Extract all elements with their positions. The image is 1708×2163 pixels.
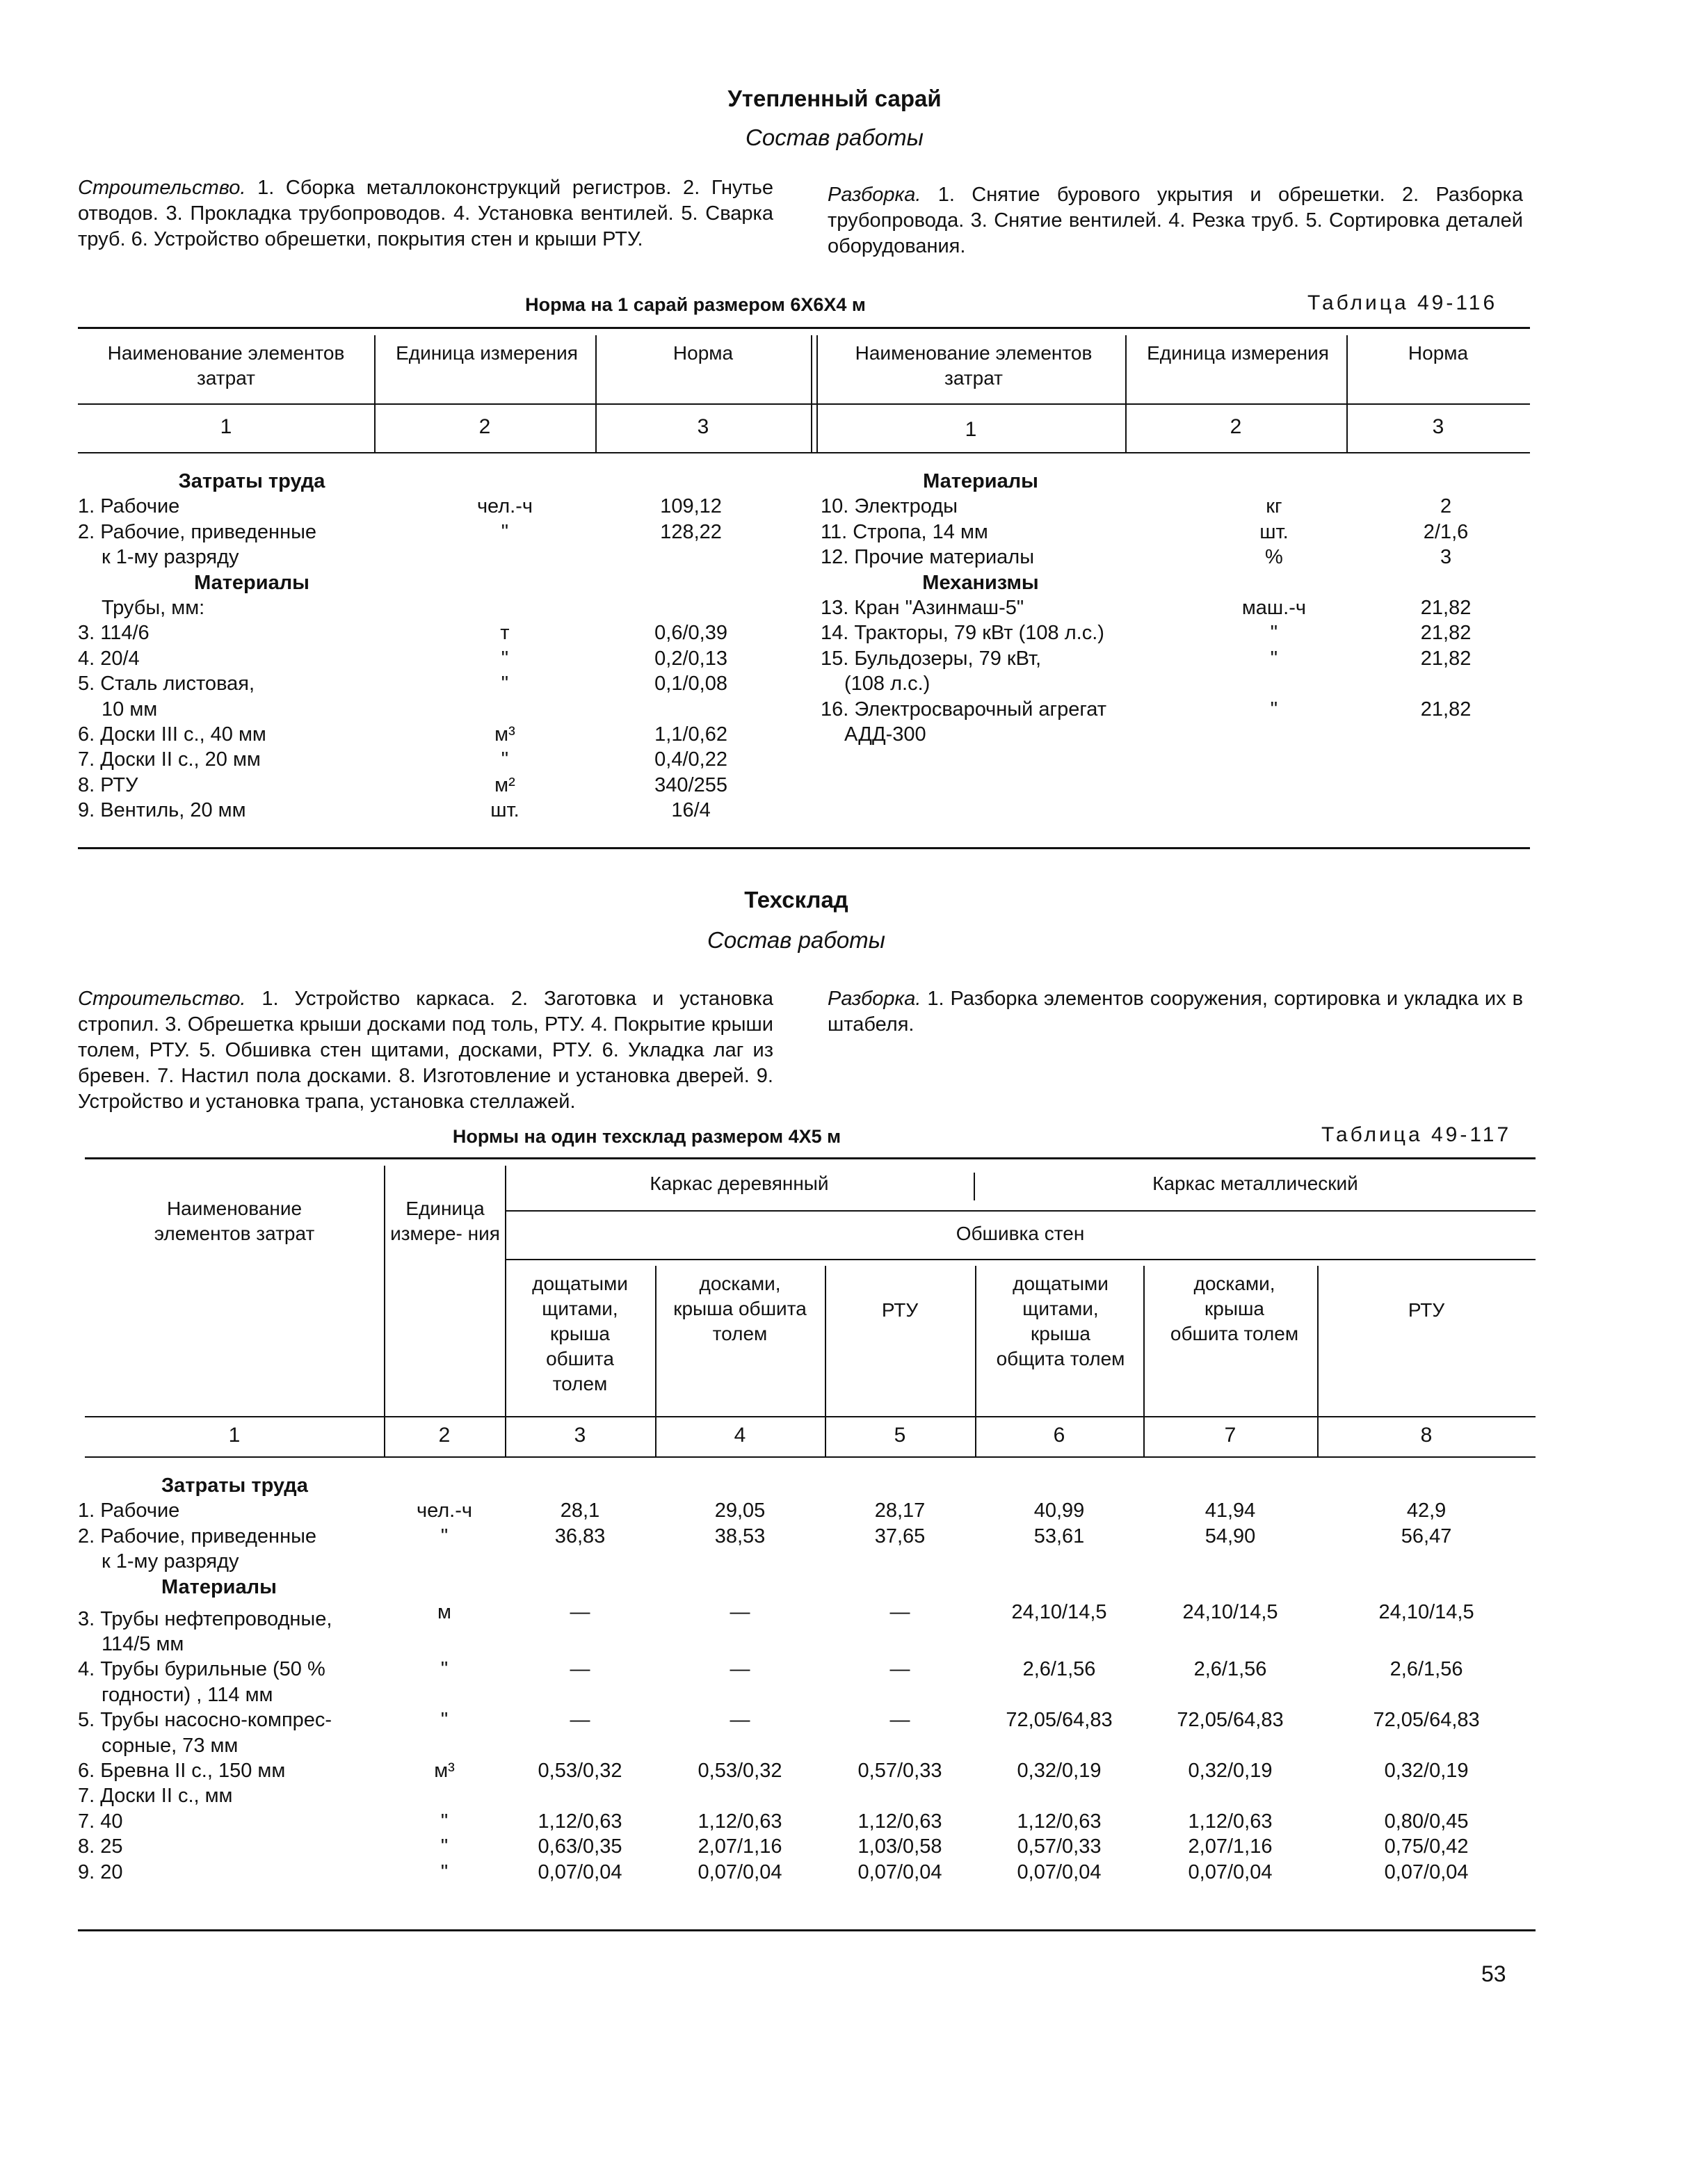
table-117-caption: Нормы на один техсклад размером 4X5 м	[452, 1126, 841, 1147]
t117-sub-1: дощатыми щитами, крыша обшита толем	[532, 1273, 628, 1394]
row-value: 0,57/0,33	[857, 1760, 942, 1783]
row-value: 109,12	[660, 495, 722, 518]
row-name: 10 мм	[102, 698, 158, 721]
section1-construction-paragraph	[78, 175, 773, 252]
table-116-caption: Норма на 1 сарай размером 6X6X4 м	[525, 294, 866, 315]
row-unit: %	[1265, 546, 1283, 569]
t116-left-rows	[78, 469, 815, 823]
row-value	[1143, 1733, 1317, 1758]
row-value: 2,6/1,56	[1389, 1658, 1463, 1681]
table-row	[821, 469, 1530, 494]
row-value	[567, 697, 815, 722]
row-value: 0,75/0,42	[1384, 1835, 1469, 1858]
row-value: 56,47	[1401, 1525, 1452, 1547]
t117-colnum-3: 3	[574, 1424, 586, 1447]
row-name: 12. Прочие материалы	[821, 546, 1035, 569]
row-value: 0,53/0,32	[538, 1760, 622, 1783]
table-117-bottom-rule	[78, 1929, 1536, 1931]
dismantle-text-2: 1. Разборка элементов сооружения, сортировка и укладка их в штабеля.	[828, 988, 1523, 1036]
row-value: 0,07/0,04	[857, 1860, 942, 1883]
table-row	[78, 545, 815, 570]
table-row	[78, 1682, 1536, 1707]
table-row	[821, 671, 1530, 696]
row-unit: чел.-ч	[476, 495, 533, 518]
section-heading: Затраты труда	[161, 1474, 308, 1497]
section2-construction-paragraph	[78, 986, 773, 1113]
table-row	[78, 520, 815, 545]
table-row	[821, 620, 1530, 645]
t116-colnum-2: 2	[478, 415, 491, 438]
row-value: 1,12/0,63	[538, 1810, 622, 1833]
row-value: 54,90	[1205, 1525, 1256, 1547]
row-name: сорные, 73 мм	[102, 1734, 239, 1757]
table-117-top-rule	[85, 1157, 1536, 1159]
row-value: —	[889, 1709, 910, 1732]
t117-header-cladding: Обшивка стен	[956, 1223, 1085, 1244]
table-row	[78, 1657, 1536, 1682]
row-value: 0,32/0,19	[1384, 1760, 1469, 1783]
row-value: 2	[1440, 495, 1452, 518]
row-value: 0,63/0,35	[538, 1835, 622, 1858]
row-value: 2/1,6	[1423, 520, 1469, 543]
row-value: 0,07/0,04	[1017, 1860, 1102, 1883]
row-name: 9. 20	[78, 1860, 123, 1883]
construction-text: 1. Сборка металлоконструкций регистров. 2. Гнутье отводов. 3. Прокладка трубопроводов. 4. Установка вентилей. 5. Сварка труб. 6. Устройство обрешетки, покрытия стен и крыши РТУ.	[78, 177, 773, 250]
section-heading: Материалы	[923, 470, 1038, 492]
row-value: 0,1/0,08	[654, 673, 727, 695]
row-value	[655, 1682, 825, 1707]
row-unit	[443, 545, 567, 570]
row-unit: "	[440, 1835, 449, 1858]
construction-lead-2: Строительство.	[78, 988, 246, 1010]
row-value: 0,07/0,04	[1384, 1860, 1469, 1883]
row-unit	[384, 1632, 505, 1657]
row-value	[655, 1632, 825, 1657]
section2-subtitle: Состав работы	[707, 927, 885, 953]
t117-sub-4: дощатыми щитами, крыша общита толем	[996, 1273, 1125, 1369]
table-row	[78, 798, 815, 823]
t116-header-name-left: Наименование элементов затрат	[107, 342, 345, 389]
row-name: 3. Трубы нефтепроводные,	[78, 1607, 332, 1630]
row-unit: "	[440, 1810, 449, 1833]
table-row	[78, 570, 815, 595]
row-value: 0,32/0,19	[1188, 1760, 1273, 1783]
t117-header-metal: Каркас металлический	[1152, 1173, 1358, 1194]
table-row	[78, 469, 815, 494]
row-value: 0,6/0,39	[654, 622, 727, 645]
row-unit	[384, 1549, 505, 1574]
row-name: 7. Доски II с., 20 мм	[78, 748, 261, 771]
t117-sub-6: РТУ	[1408, 1299, 1445, 1321]
row-value: 42,9	[1406, 1499, 1447, 1522]
row-unit	[1186, 671, 1362, 696]
row-value: —	[570, 1709, 590, 1732]
row-value: 21,82	[1420, 698, 1472, 721]
row-name: 8. 25	[78, 1835, 123, 1858]
row-value	[567, 595, 815, 620]
t116-colnum-3-right: 3	[1432, 415, 1444, 438]
row-value: —	[730, 1709, 750, 1732]
row-name: 10. Электроды	[821, 495, 958, 518]
row-unit: "	[440, 1658, 449, 1681]
table-row	[821, 722, 1530, 747]
row-value: —	[889, 1658, 910, 1681]
table-row	[78, 1758, 1536, 1783]
t116-right-rows	[821, 469, 1530, 747]
t117-colnum-8: 8	[1420, 1424, 1433, 1447]
row-value	[1317, 1783, 1536, 1808]
row-value: 2,07/1,16	[698, 1835, 782, 1858]
row-unit: т	[500, 622, 510, 645]
row-unit: чел.-ч	[416, 1499, 473, 1522]
row-value	[825, 1682, 975, 1707]
table-row	[78, 1575, 1536, 1600]
table-row	[78, 620, 815, 645]
row-value: 72,05/64,83	[1373, 1709, 1480, 1732]
dismantle-lead: Разборка.	[828, 184, 921, 206]
row-value: 24,10/14,5	[1378, 1601, 1474, 1624]
row-value	[1317, 1733, 1536, 1758]
row-value: 28,1	[560, 1499, 600, 1522]
row-unit: "	[501, 673, 509, 695]
row-unit: "	[440, 1709, 449, 1732]
table-row	[78, 1733, 1536, 1758]
row-unit: маш.-ч	[1241, 597, 1306, 620]
table-116-number: Таблица 49-116	[1307, 291, 1498, 314]
table-row	[78, 646, 815, 671]
row-value: 0,07/0,04	[698, 1860, 782, 1883]
row-value	[655, 1733, 825, 1758]
row-unit: "	[440, 1525, 449, 1547]
row-name: к 1-му разряду	[102, 1550, 239, 1573]
t117-colnum-4: 4	[734, 1424, 746, 1447]
row-value: 24,10/14,5	[1182, 1601, 1278, 1624]
t116-header-unit-left: Единица измерения	[396, 342, 578, 364]
row-value: 1,03/0,58	[857, 1835, 942, 1858]
section2-title: Техсклад	[744, 887, 848, 912]
t116-colnum-2-right: 2	[1230, 415, 1242, 438]
row-value: 40,99	[1033, 1499, 1085, 1522]
row-name: 8. РТУ	[78, 773, 138, 796]
row-value	[505, 1549, 655, 1574]
section1-title: Утепленный сарай	[727, 86, 942, 111]
row-name: 15. Бульдозеры, 79 кВт,	[821, 647, 1042, 670]
table-row	[78, 1632, 1536, 1657]
row-name: 1. Рабочие	[78, 1499, 180, 1522]
section-heading: Материалы	[161, 1575, 277, 1598]
t117-sub-3: РТУ	[881, 1299, 919, 1321]
t116-header-name-right: Наименование элементов затрат	[855, 342, 1093, 389]
row-value: 0,32/0,19	[1017, 1760, 1102, 1783]
row-value	[1317, 1682, 1536, 1707]
row-value: 38,53	[714, 1525, 766, 1547]
t117-header-wood: Каркас деревянный	[650, 1173, 829, 1194]
row-value	[1143, 1783, 1317, 1808]
page-number: 53	[1481, 1961, 1506, 1986]
row-name: 114/5 мм	[102, 1633, 184, 1656]
row-value: 128,22	[660, 520, 722, 543]
table-row	[821, 595, 1530, 620]
row-value: 21,82	[1420, 647, 1472, 670]
table-row	[821, 520, 1530, 545]
row-value: 0,07/0,04	[538, 1860, 622, 1883]
t116-colnum-3: 3	[697, 415, 709, 438]
row-value	[975, 1632, 1143, 1657]
row-value	[825, 1733, 975, 1758]
t117-sub-2: досками, крыша обшита толем	[673, 1273, 807, 1344]
row-name: 2. Рабочие, приведенные	[78, 1525, 317, 1547]
table-row	[78, 494, 815, 519]
row-unit: шт.	[1259, 520, 1289, 543]
row-name: 6. Доски III с., 40 мм	[78, 723, 266, 746]
row-unit: "	[1270, 647, 1278, 670]
row-value: —	[570, 1658, 590, 1681]
row-value	[1362, 671, 1530, 696]
row-value	[505, 1733, 655, 1758]
row-value	[505, 1632, 655, 1657]
row-unit	[384, 1733, 505, 1758]
t116-header-norm-left: Норма	[672, 342, 734, 364]
t116-colnum-1-right: 1	[965, 418, 977, 441]
dismantle-lead-2: Разборка.	[828, 988, 921, 1010]
row-value: 1,12/0,63	[1017, 1810, 1102, 1833]
row-value: —	[730, 1601, 750, 1624]
table-116-header-rule	[78, 403, 1530, 405]
row-value: 72,05/64,83	[1177, 1709, 1284, 1732]
table-116-top-rule	[78, 327, 1530, 329]
dismantle-text: 1. Снятие бурового укрытия и обрешетки. 2. Разборка трубопровода. 3. Снятие вентилей. 4. Резка труб. 5. Сортировка деталей оборудования.	[828, 184, 1523, 257]
row-unit: "	[1270, 622, 1278, 645]
row-value: 16/4	[671, 799, 711, 822]
section2-dismantle-paragraph	[828, 986, 1523, 1038]
section-heading: Механизмы	[922, 571, 1039, 594]
table-row	[821, 545, 1530, 570]
row-name: 2. Рабочие, приведенные	[78, 520, 317, 543]
row-value	[1143, 1549, 1317, 1574]
row-value	[975, 1549, 1143, 1574]
row-value: 340/255	[654, 773, 727, 796]
construction-text-2: 1. Устройство каркаса. 2. Заготовка и установка стропил. 3. Обрешетка крыши досками под толь, РТУ. 4. Покрытие крыши толем, РТУ. 5. Обшивка стен щитами, досками, РТУ. 6. Укладка лаг из бревен. 7. Настил пола досками. 8. Изготовление и установка дверей. 9. Устройство и установка трапа, установка стеллажей.	[78, 988, 773, 1113]
section1-dismantle-paragraph	[828, 182, 1523, 259]
row-value: —	[570, 1601, 590, 1624]
row-name: Трубы, мм:	[102, 597, 205, 620]
row-value: 24,10/14,5	[1011, 1601, 1107, 1624]
row-name: 7. Доски II с., мм	[78, 1785, 233, 1808]
table-row	[78, 595, 815, 620]
table-row	[78, 1783, 1536, 1808]
t117-header-unit: Единица измере- ния	[390, 1198, 500, 1244]
table-116-bottom-rule	[78, 847, 1530, 849]
row-unit: кг	[1266, 495, 1282, 518]
row-name: годности) , 114 мм	[102, 1683, 273, 1706]
row-value	[825, 1549, 975, 1574]
t117-rows	[78, 1473, 1536, 1885]
row-unit: "	[440, 1860, 449, 1883]
row-value	[505, 1682, 655, 1707]
table-row	[78, 773, 815, 798]
row-value: —	[889, 1601, 910, 1624]
table-116-number-rule	[78, 452, 1530, 453]
row-unit	[384, 1682, 505, 1707]
row-value: 41,94	[1205, 1499, 1256, 1522]
row-name: 16. Электросварочный агрегат	[821, 698, 1107, 721]
table-116-left-body	[78, 469, 815, 823]
section-heading: Материалы	[194, 571, 309, 594]
row-name: 7. 40	[78, 1810, 123, 1833]
table-row	[78, 1524, 1536, 1549]
row-name: 1. Рабочие	[78, 495, 180, 518]
table-row	[821, 697, 1530, 722]
row-value	[1362, 722, 1530, 747]
row-unit: м³	[494, 723, 515, 746]
row-name: 6. Бревна II с., 150 мм	[78, 1760, 286, 1783]
row-value	[975, 1733, 1143, 1758]
row-value	[975, 1783, 1143, 1808]
row-value	[825, 1632, 975, 1657]
row-value	[825, 1783, 975, 1808]
t117-header-name: Наименование элементов затрат	[154, 1198, 315, 1244]
table-row	[78, 697, 815, 722]
row-value: 2,6/1,56	[1193, 1658, 1267, 1681]
row-value: 36,83	[554, 1525, 606, 1547]
row-value	[1143, 1682, 1317, 1707]
row-unit: "	[1270, 698, 1278, 721]
row-value	[975, 1682, 1143, 1707]
row-value: 2,07/1,16	[1188, 1835, 1273, 1858]
row-value: 1,12/0,63	[857, 1810, 942, 1833]
construction-lead: Строительство.	[78, 177, 246, 199]
row-value: 72,05/64,83	[1006, 1709, 1113, 1732]
row-value	[1317, 1632, 1536, 1657]
row-value: 1,12/0,63	[1188, 1810, 1273, 1833]
row-name: 11. Стропа, 14 мм	[821, 520, 988, 543]
row-value: 53,61	[1033, 1525, 1085, 1547]
row-name: 14. Тракторы, 79 кВт (108 л.с.)	[821, 622, 1104, 645]
row-unit: м	[437, 1601, 451, 1624]
table-row	[78, 1600, 1536, 1632]
table-row	[78, 1473, 1536, 1498]
row-value: 1,1/0,62	[654, 723, 727, 746]
row-value: 3	[1440, 546, 1452, 569]
table-row	[78, 747, 815, 772]
row-value	[567, 545, 815, 570]
row-value: 37,65	[874, 1525, 926, 1547]
table-row	[821, 570, 1530, 595]
row-value: 2,6/1,56	[1022, 1658, 1096, 1681]
row-value	[1143, 1632, 1317, 1657]
row-value	[505, 1783, 655, 1808]
row-unit: "	[501, 520, 509, 543]
section-heading: Затраты труда	[178, 470, 325, 492]
row-unit: м³	[434, 1760, 455, 1783]
row-unit: "	[501, 647, 509, 670]
row-unit	[384, 1783, 505, 1808]
row-unit	[1186, 722, 1362, 747]
row-name: к 1-му разряду	[102, 546, 239, 569]
table-row	[78, 1707, 1536, 1732]
row-name: 9. Вентиль, 20 мм	[78, 799, 246, 822]
t117-colnum-5: 5	[894, 1424, 906, 1447]
row-unit	[443, 595, 567, 620]
row-value: 28,17	[874, 1499, 926, 1522]
t116-colnum-1: 1	[220, 415, 232, 438]
row-name: 5. Сталь листовая,	[78, 673, 255, 695]
row-name: 5. Трубы насосно-компрес-	[78, 1709, 332, 1732]
row-value: 21,82	[1420, 622, 1472, 645]
table-row	[78, 1860, 1536, 1885]
row-unit: шт.	[490, 799, 519, 822]
row-value	[1317, 1549, 1536, 1574]
row-value: 0,07/0,04	[1188, 1860, 1273, 1883]
table-row	[78, 1498, 1536, 1523]
t117-colnum-7: 7	[1224, 1424, 1236, 1447]
row-value: —	[730, 1658, 750, 1681]
row-value	[655, 1783, 825, 1808]
table-row	[78, 1549, 1536, 1574]
section1-subtitle: Состав работы	[746, 124, 924, 150]
table-117-number: Таблица 49-117	[1321, 1123, 1512, 1146]
row-value: 0,57/0,33	[1017, 1835, 1102, 1858]
t117-colnum-1: 1	[228, 1424, 241, 1447]
table-row	[821, 646, 1530, 671]
row-name: АДД-300	[844, 723, 926, 746]
row-name: 4. Трубы бурильные (50 %	[78, 1658, 325, 1681]
row-value: 1,12/0,63	[698, 1810, 782, 1833]
table-row	[78, 671, 815, 696]
row-value: 0,80/0,45	[1384, 1810, 1469, 1833]
row-value: 0,4/0,22	[654, 748, 727, 771]
row-value: 21,82	[1420, 597, 1472, 620]
table-row	[78, 1834, 1536, 1859]
row-value: 0,53/0,32	[698, 1760, 782, 1783]
row-name: 4. 20/4	[78, 647, 140, 670]
row-unit	[443, 697, 567, 722]
row-name: 3. 114/6	[78, 622, 150, 645]
table-row	[78, 722, 815, 747]
table-117-body	[78, 1473, 1536, 1885]
t116-header-unit-right: Единица измерения	[1147, 342, 1329, 364]
row-name: (108 л.с.)	[844, 673, 930, 695]
table-116-right-body	[821, 469, 1530, 747]
t116-header-norm-right: Норма	[1408, 342, 1469, 364]
t117-sub-5: досками, крыша обшита толем	[1170, 1273, 1299, 1344]
row-unit: "	[501, 748, 509, 771]
row-value: 0,2/0,13	[654, 647, 727, 670]
row-value: 29,05	[714, 1499, 766, 1522]
row-name: 13. Кран "Азинмаш-5"	[821, 597, 1024, 620]
row-unit: м²	[494, 773, 515, 796]
table-row	[78, 1809, 1536, 1834]
t117-colnum-2: 2	[438, 1424, 451, 1447]
t117-colnum-6: 6	[1053, 1424, 1065, 1447]
row-value	[655, 1549, 825, 1574]
table-row	[821, 494, 1530, 519]
